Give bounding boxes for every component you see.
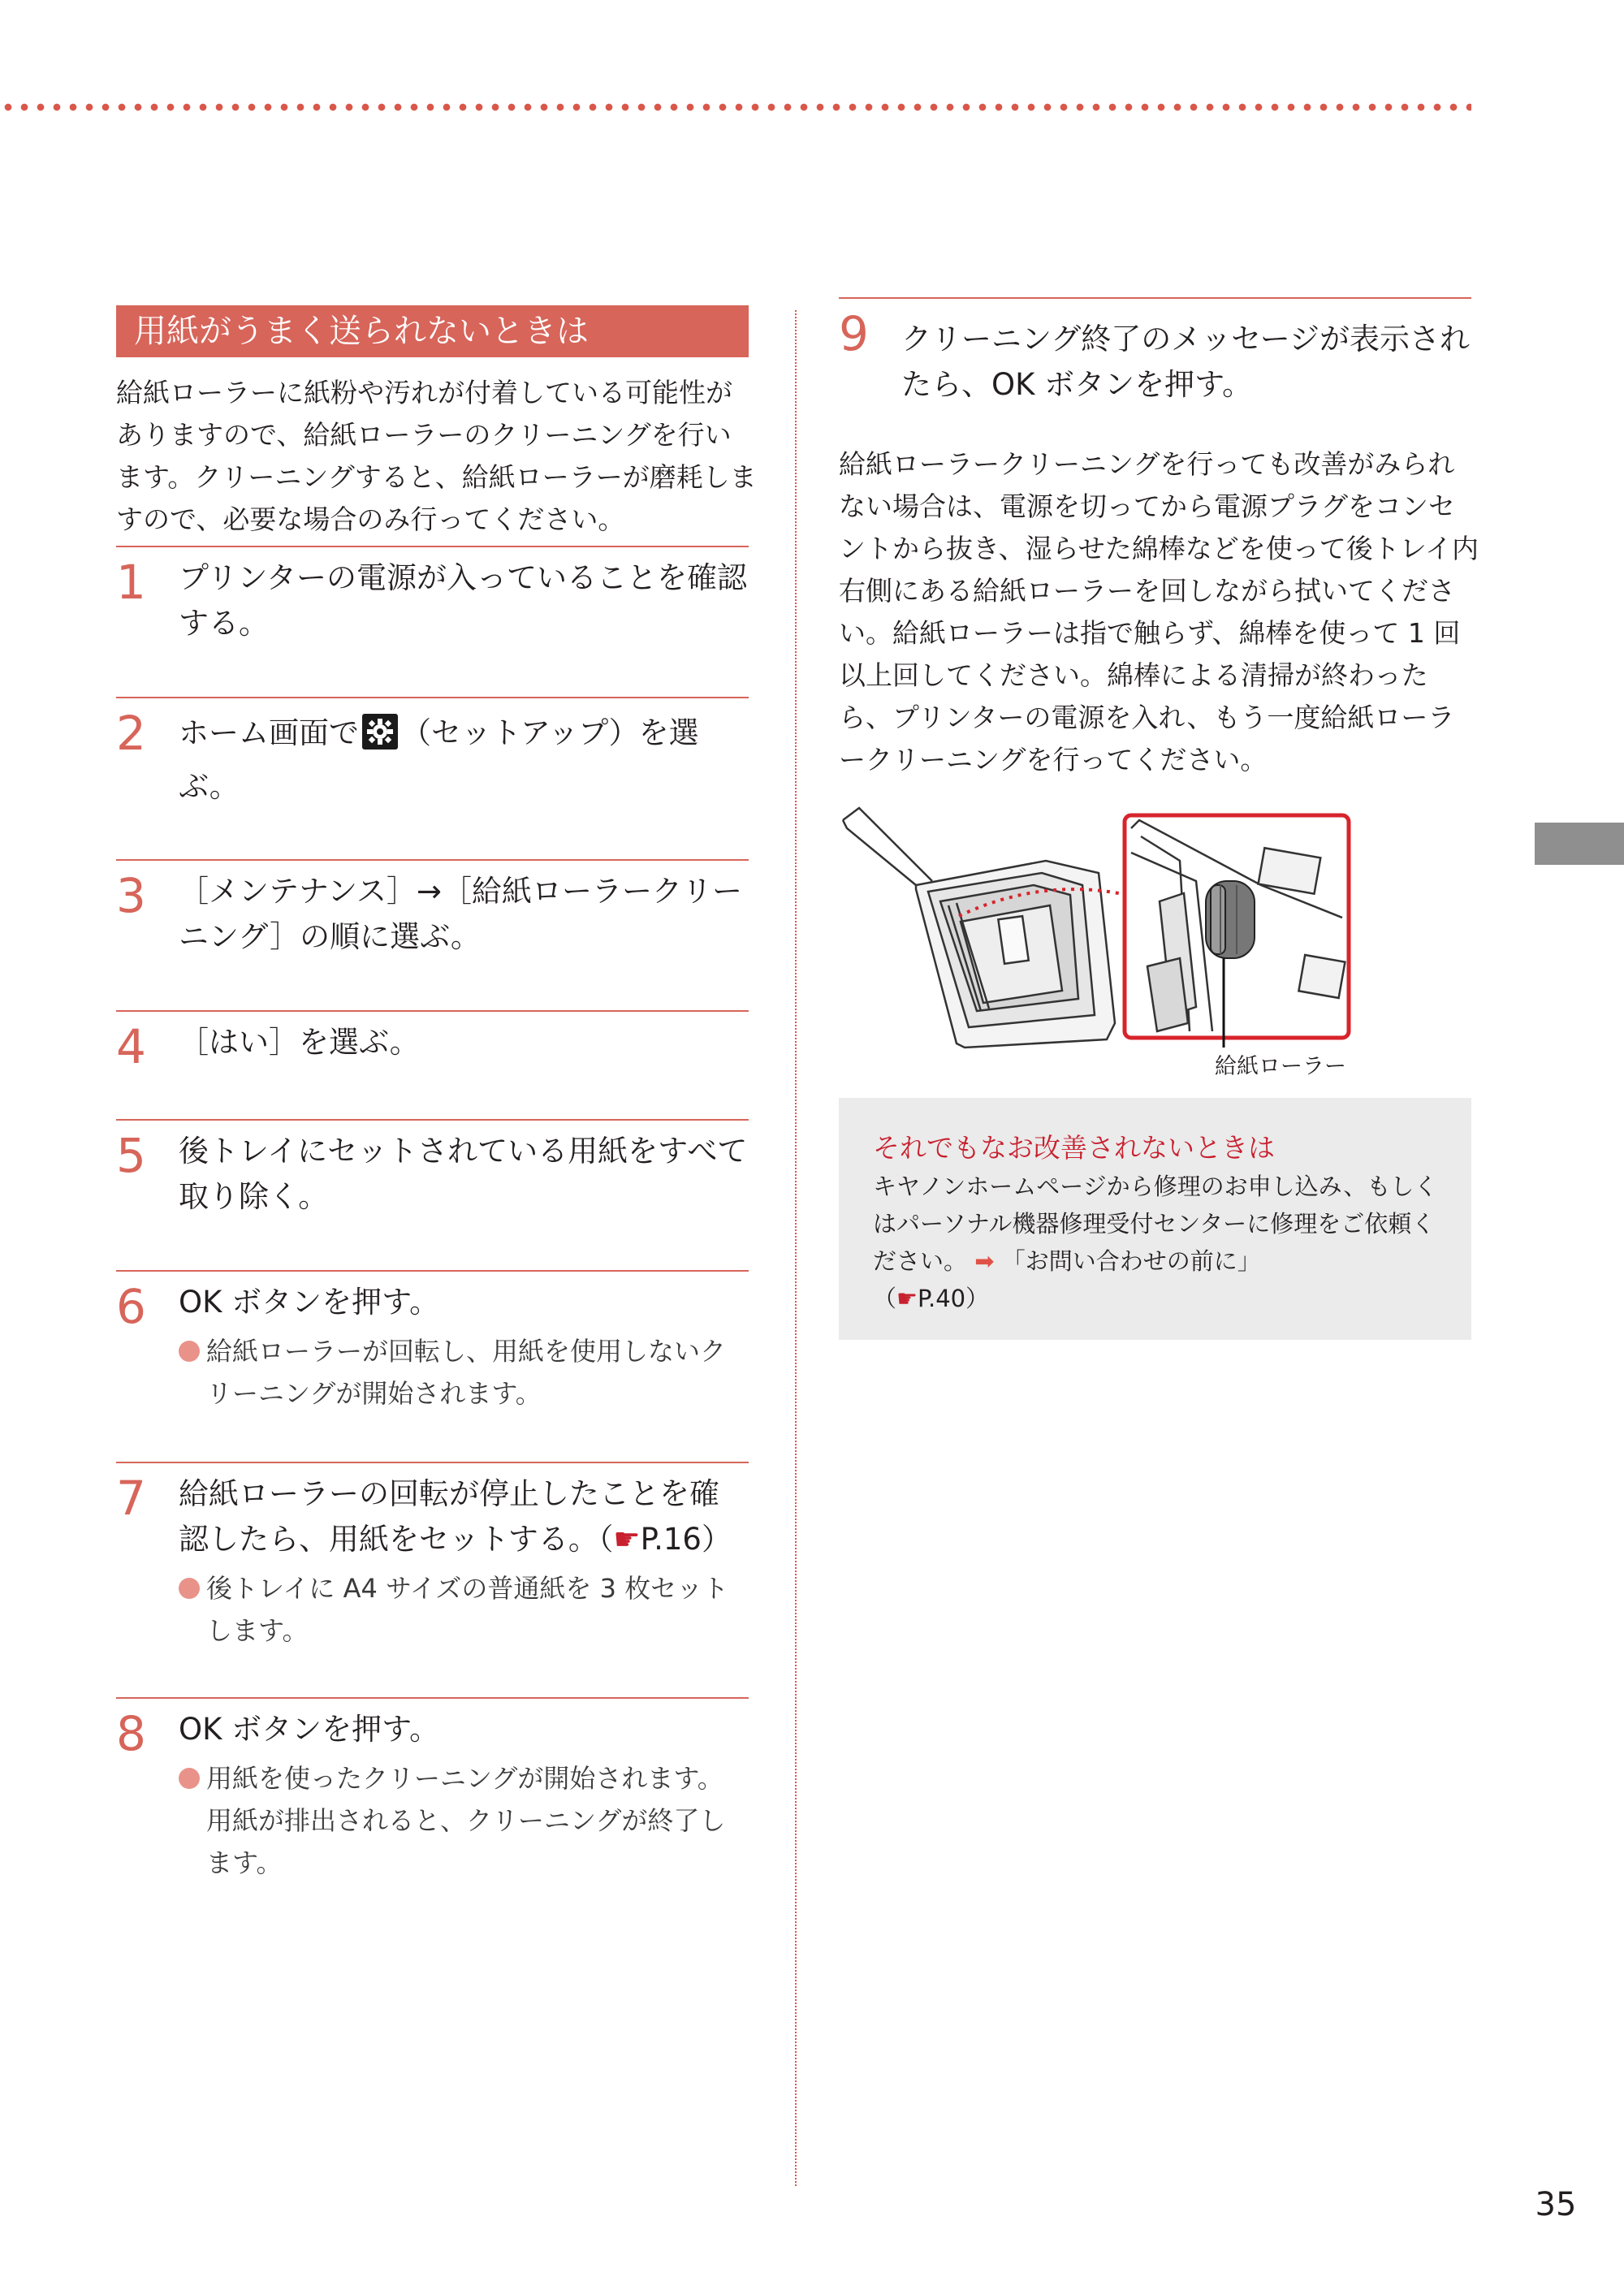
step-8 [116,1697,749,1900]
step-title: プリンターの電源が入っていることを確認する。 [179,560,748,641]
bullet-dot [179,1768,200,1789]
step-2 [116,697,749,859]
bullet-dot [179,1578,200,1599]
step-title: OK ボタンを押す。 [179,1712,440,1747]
chapter-tab [1535,823,1624,865]
reference-hand-icon: ☛ [613,1522,641,1557]
section-intro: 給紙ローラーに紙粉や汚れが付着している可能性がありますので、給紙ローラーのクリーニングを行います。クリーニングすると、給紙ローラーが磨耗しますので、必要な場合のみ行ってください。 [116,377,757,535]
bullet-dot [179,1341,200,1362]
top-dotted-rule [0,102,1471,112]
step-number: 7 [116,1471,146,1526]
note-box [839,1098,1471,1340]
step-number: 2 [116,706,146,761]
step-9-paragraph: 給紙ローラークリーニングを行っても改善がみられない場合は、電源を切ってから電源プラグをコンセントから抜き、湿らせた綿棒などを使って後トレイ内右側にある給紙ローラーを回しながら拭いてください。給紙ローラーは指で触らず、綿棒を使って 1 回以上回してください。綿棒による清掃が終わったら、プリンターの電源を入れ、もう一度給紙ローラークリーニングを行ってください。 [839,448,1479,775]
note-page-ref[interactable]: P.40 [918,1285,966,1312]
step-3 [116,859,749,1010]
step-title: ［メンテナンス］→［給紙ローラークリーニング］の順に選ぶ。 [179,874,743,954]
note-body: キヤノンホームページから修理のお申し込み、もしくはパーソナル機器修理受付センターに修理をご依頼ください。 ➡ 「お問い合わせの前に」 （☛P.40） [873,1173,1438,1312]
note-title: それでもなお改善されないときは [873,1132,1275,1164]
column-divider [795,310,797,2186]
step-title: OK ボタンを押す。 [179,1285,440,1320]
step-bullet: 後トレイに A4 サイズの普通紙を 3 枚セットします。 [179,1567,749,1652]
printer-roller-illustration [839,804,1358,1072]
step-title: ［はい］を選ぶ。 [179,1025,420,1060]
setup-gear-icon [362,714,398,750]
step-number: 4 [116,1019,146,1074]
step-9 [839,297,1471,435]
step-number: 8 [116,1706,146,1761]
step-5 [116,1119,749,1270]
step-bullet: 用紙を使ったクリーニングが開始されます。用紙が排出されると、クリーニングが終了します。 [179,1757,749,1884]
step-7 [116,1462,749,1697]
roller-label: 給紙ローラー [1215,1054,1346,1079]
section-title: 用紙がうまく送られないときは [116,305,749,357]
reference-hand-icon: ☛ [896,1285,918,1312]
step-number: 6 [116,1279,146,1334]
step-4 [116,1010,749,1119]
step-number: 5 [116,1128,146,1183]
step-title: クリーニング終了のメッセージが表示されたら、OK ボタンを押す。 [901,322,1471,402]
arrow-right-icon: ➡ [967,1247,1002,1275]
step-number: 3 [116,868,146,923]
note-link[interactable]: 「お問い合わせの前に」 [1001,1247,1261,1275]
step-number: 9 [839,306,869,361]
step-title: ホーム画面で （セットアップ）を選ぶ。 [179,715,699,804]
step-title: 給紙ローラーの回転が停止したことを確認したら、用紙をセットする。（☛P.16） [179,1476,732,1557]
step-number: 1 [116,555,146,610]
page-ref[interactable]: P.16 [640,1522,702,1557]
step-6 [116,1270,749,1462]
step-bullet: 給紙ローラーが回転し、用紙を使用しないクリーニングが開始されます。 [179,1330,749,1415]
page-number: 35 [1535,2186,1577,2223]
step-1 [116,546,749,697]
step-title: 後トレイにセットされている用紙をすべて取り除く。 [179,1134,748,1214]
